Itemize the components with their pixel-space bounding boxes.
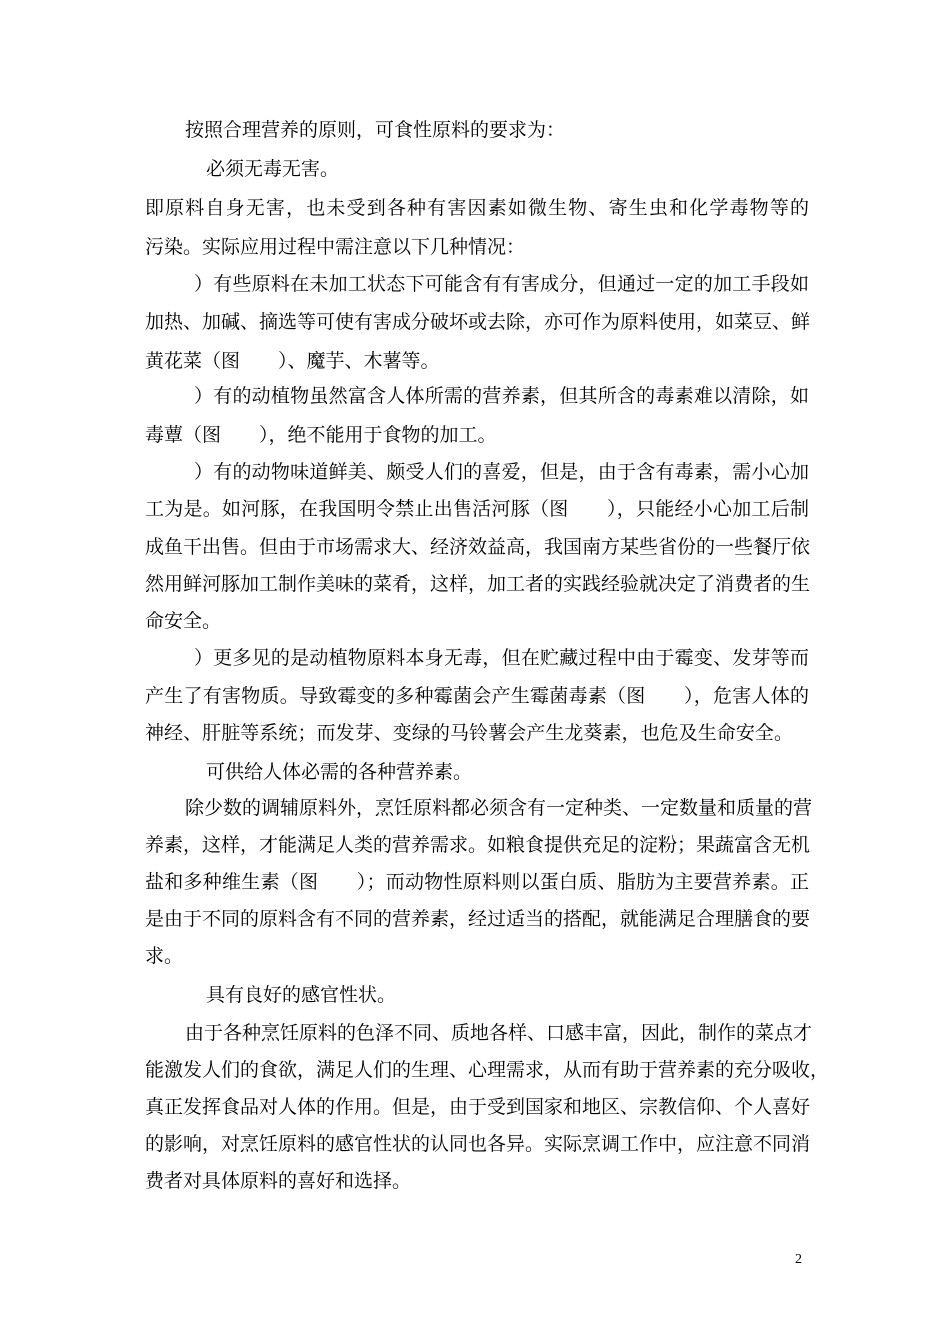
paragraph-line: 即原料自身无害，也未受到各种有害因素如微生物、寄生虫和化学毒物等的 xyxy=(145,197,809,219)
paragraph-line: 除少数的调辅原料外，烹饪原料都必须含有一定种类、一定数量和质量的营 xyxy=(185,797,813,819)
heading-non-toxic: 必须无毒无害。 xyxy=(206,158,340,180)
paragraph-line: 费者对具体原料的喜好和选择。 xyxy=(145,1170,412,1192)
paragraph-line: 真正发挥食品对人体的作用。但是，由于受到国家和地区、宗教信仰、个人喜好 xyxy=(145,1096,811,1118)
paragraph-line: 能激发人们的食欲，满足人们的生理、心理需求，从而有助于营养素的充分吸收， xyxy=(145,1059,830,1081)
paragraph-line: 黄花菜（图 ）、魔芋、木薯等。 xyxy=(145,350,440,372)
paragraph-line: 求。 xyxy=(145,945,184,967)
paragraph-line: 养素，这样，才能满足人类的营养需求。如粮食提供充足的淀粉；果蔬富含无机 xyxy=(145,834,811,856)
paragraph-line: 盐和多种维生素（图 ）；而动物性原料则以蛋白质、脂肪为主要营养素。正 xyxy=(145,871,809,893)
page-number: 2 xyxy=(795,1252,802,1267)
paragraph-line: 命安全。 xyxy=(145,610,222,632)
paragraph-line: ）有些原料在未加工状态下可能含有有害成分，但通过一定的加工手段如 xyxy=(194,273,809,295)
paragraph-line: 产生了有害物质。导致霉变的多种霉菌会产生霉菌毒素（图 ），危害人体的 xyxy=(145,685,809,707)
paragraph-line: ）有的动植物虽然富含人体所需的营养素，但其所含的毒素难以清除，如 xyxy=(194,385,809,407)
intro-line: 按照合理营养的原则，可食性原料的要求为： xyxy=(185,119,566,141)
paragraph-line: 由于各种烹饪原料的色泽不同、质地各样、口感丰富，因此，制作的菜点才 xyxy=(185,1022,813,1044)
paragraph-line: 神经、肝脏等系统；而发芽、变绿的马铃薯会产生龙葵素，也危及生命安全。 xyxy=(145,722,793,744)
heading-sensory: 具有良好的感官性状。 xyxy=(206,984,397,1006)
paragraph-line: 成鱼干出售。但由于市场需求大、经济效益高，我国南方某些省份的一些餐厅依 xyxy=(145,536,811,558)
paragraph-line: 是由于不同的原料含有不同的营养素，经过适当的搭配，就能满足合理膳食的要 xyxy=(145,908,811,930)
paragraph-line: 毒蕈（图 ），绝不能用于食物的加工。 xyxy=(145,424,497,446)
paragraph-line: 然用鲜河豚加工制作美味的菜肴，这样，加工者的实践经验就决定了消费者的生 xyxy=(145,573,811,595)
heading-nutrients: 可供给人体必需的各种营养素。 xyxy=(206,761,473,783)
paragraph-line: ）有的动物味道鲜美、颇受人们的喜爱，但是，由于含有毒素，需小心加 xyxy=(194,461,809,483)
paragraph-line: 污染。实际应用过程中需注意以下几种情况： xyxy=(145,236,526,258)
paragraph-line: ）更多见的是动植物原料本身无毒，但在贮藏过程中由于霉变、发芽等而 xyxy=(194,647,809,669)
paragraph-line: 工为是。如河豚，在我国明令禁止出售活河豚（图 ），只能经小心加工后制 xyxy=(145,498,809,520)
paragraph-line: 加热、加碱、摘选等可使有害成分破坏或去除，亦可作为原料使用，如菜豆、鲜 xyxy=(145,311,811,333)
paragraph-line: 的影响，对烹饪原料的感官性状的认同也各异。实际烹调工作中，应注意不同消 xyxy=(145,1133,811,1155)
